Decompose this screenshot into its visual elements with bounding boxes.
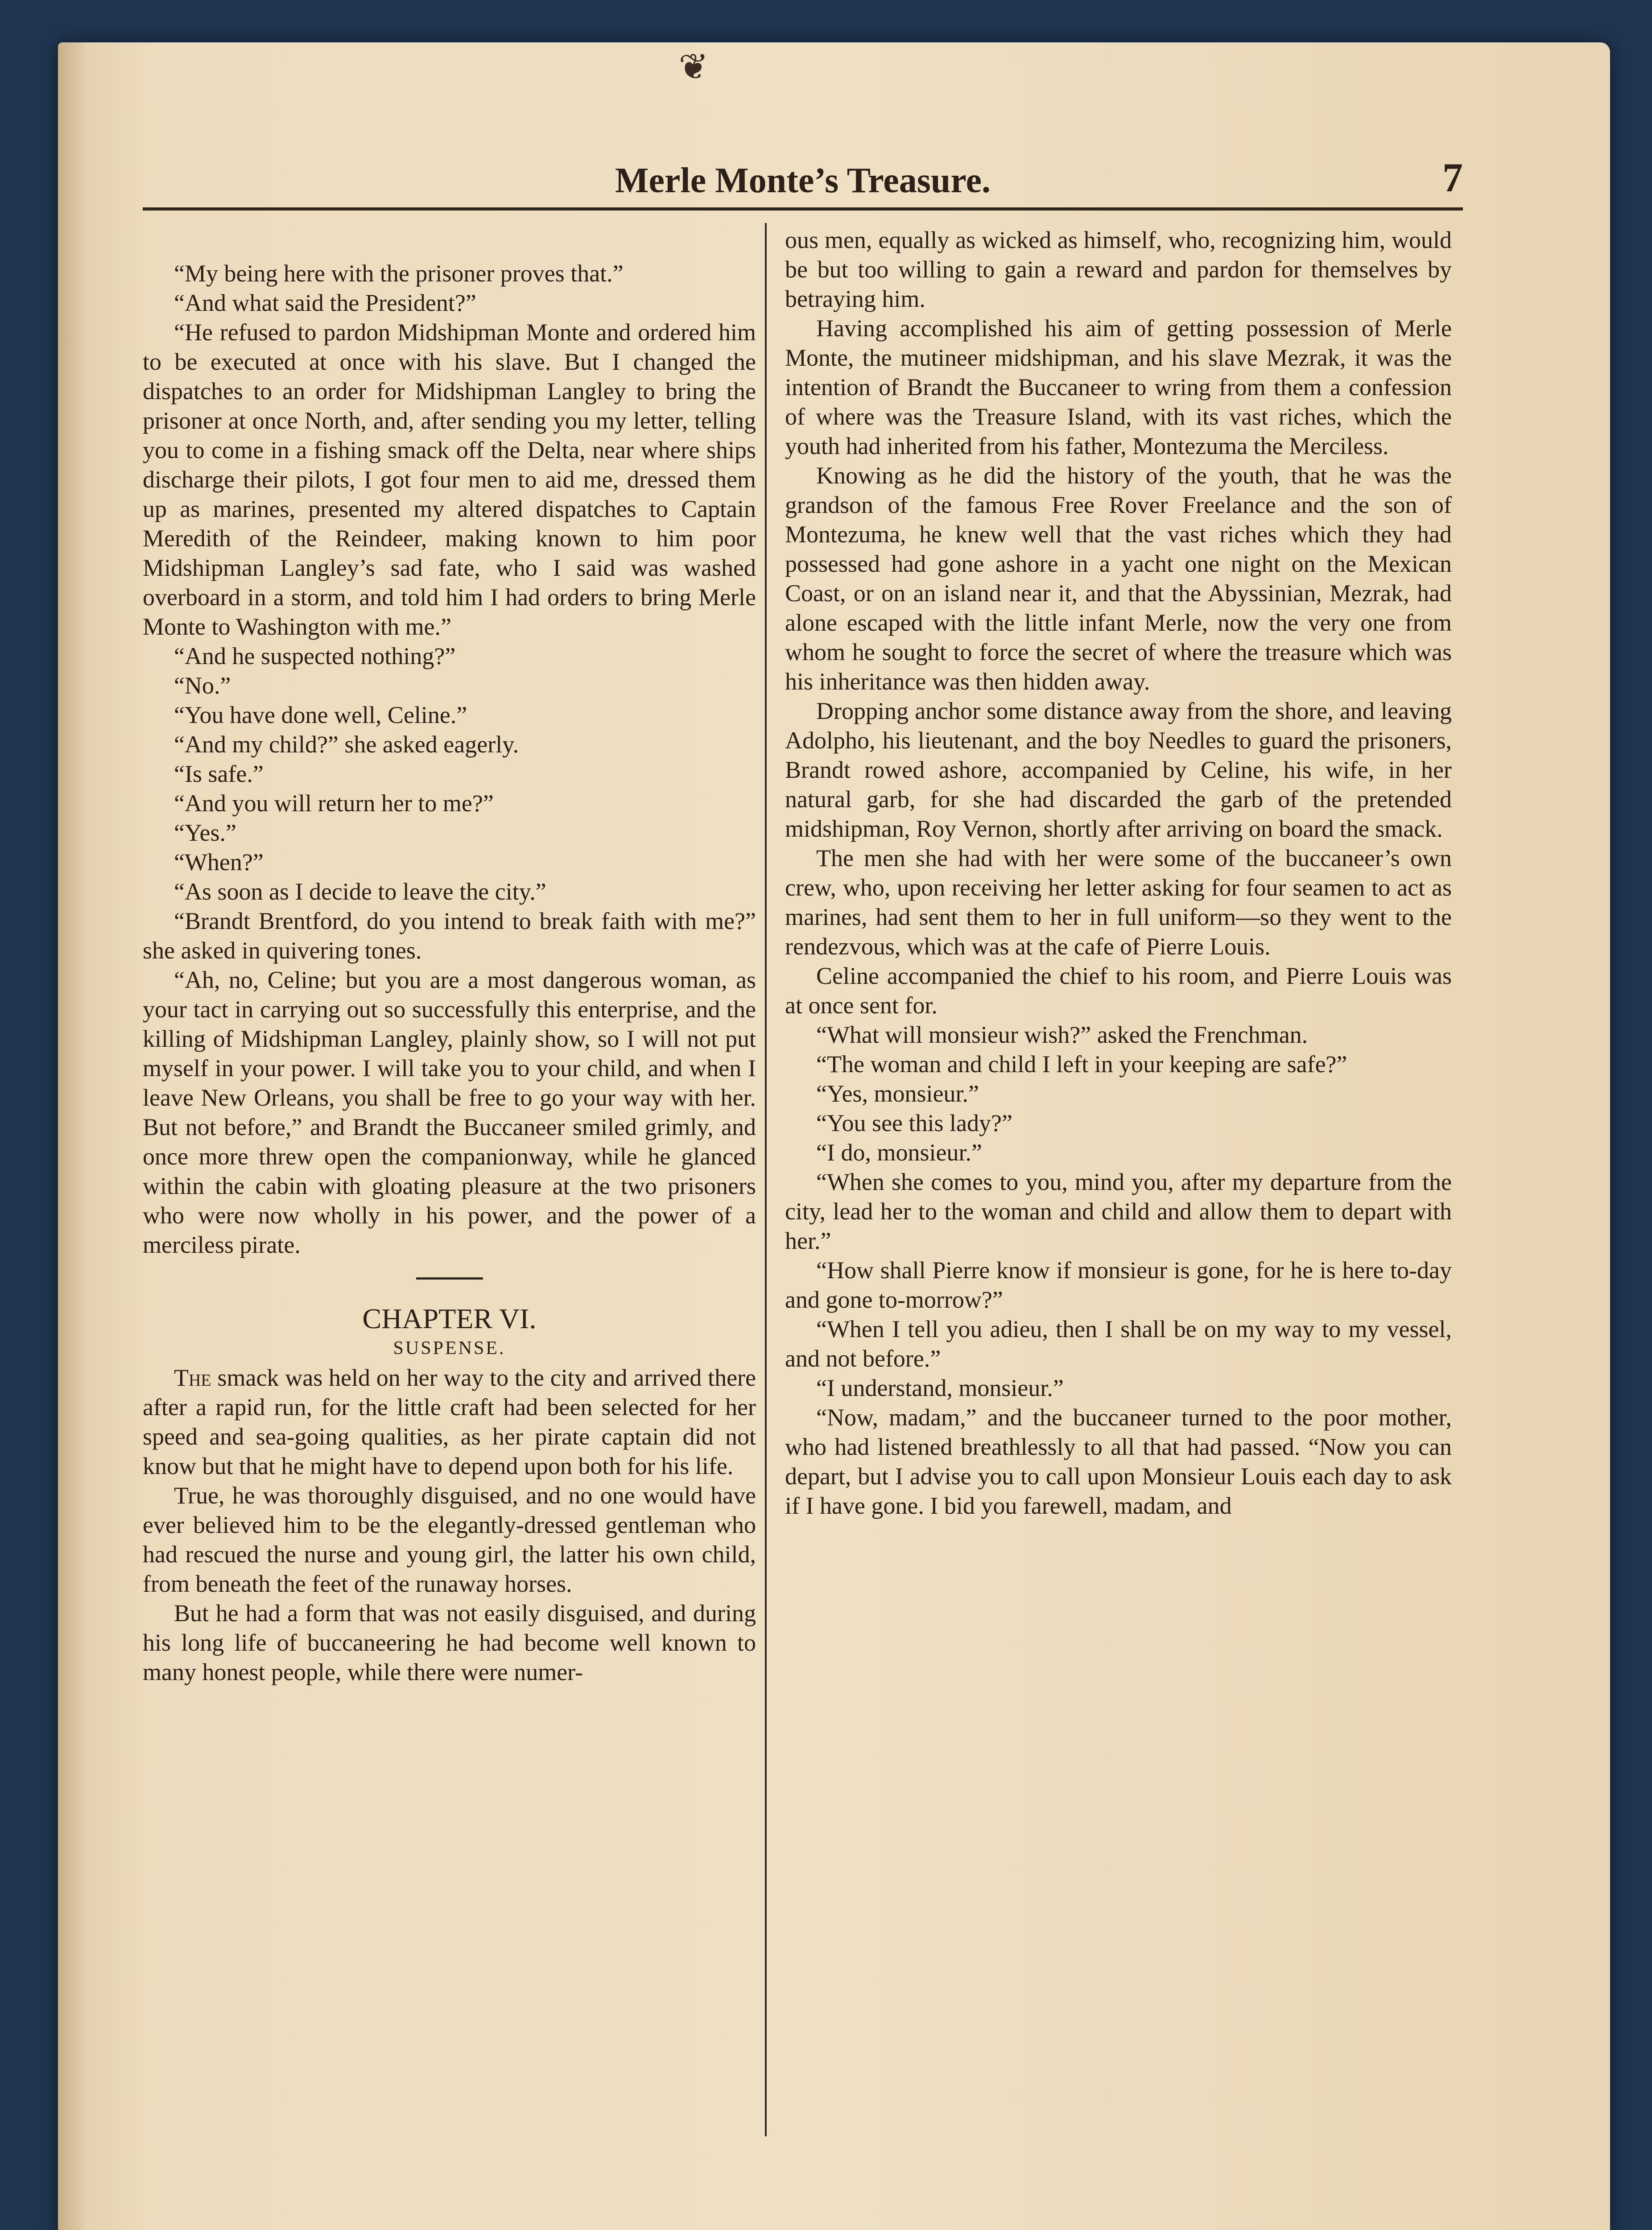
paragraph: “My being here with the prisoner proves that.” <box>174 260 624 287</box>
paragraph: “You have done well, Celine.” <box>174 702 467 728</box>
paragraph: “Brandt Brentford, do you intend to break faith with me?” she asked in quivering tones. <box>143 908 756 964</box>
paragraph: “Is safe.” <box>174 760 264 787</box>
paragraph: Dropping anchor some distance away from the shore, and leaving Adolpho, his lieutenant, and the boy Needles to guard the prisoners, Brandt rowed ashore, accompanied by Celine, his wife, in her natural garb, for she had discarded the garb of the pretended midshipman, Roy Vernon, shortly after arriving on board the smack. <box>785 698 1452 842</box>
paragraph: “No.” <box>174 672 231 699</box>
paragraph: “When I tell you adieu, then I shall be on my way to my vessel, and not before.” <box>785 1316 1452 1372</box>
paragraph: Having accomplished his aim of getting possession of Merle Monte, the mutineer midshipman, and his slave Mezrak, it was the intention of Brandt the Buccaneer to wring from them a confession of where was the Treasure Island, with its vast riches, which the youth had inherited from his father, Montezuma the Merciless. <box>785 315 1452 459</box>
paragraph: “Now, madam,” and the buccaneer turned to the poor mother, who had listened breathlessly to all that had passed. “Now you can depart, but I advise you to call upon Monsieur Louis each day to ask if I have gone. I bid you farewell, madam, and <box>785 1404 1452 1519</box>
left-paragraphs <box>143 259 756 1260</box>
paragraph: “And he suspected nothing?” <box>174 643 456 669</box>
paragraph: “I do, monsieur.” <box>816 1139 982 1166</box>
chapter-rule <box>416 1277 483 1280</box>
running-title: Merle Monte’s Treasure. <box>615 161 991 200</box>
paragraph: Celine accompanied the chief to his room, and Pierre Louis was at once sent for. <box>785 962 1452 1019</box>
paragraph: “The woman and child I left in your keeping are safe?” <box>816 1051 1347 1078</box>
chapter-title: CHAPTER VI. <box>362 1303 537 1334</box>
paragraph: “What will monsieur wish?” asked the Frenchman. <box>816 1021 1308 1048</box>
left-column <box>143 259 756 1687</box>
paragraph: “And you will return her to me?” <box>174 790 494 817</box>
left-paragraphs-after <box>143 1481 756 1687</box>
page-number: 7 <box>1442 155 1463 200</box>
paragraph: The men she had with her were some of the buccaneer’s own crew, who, upon receiving her letter asking for four seamen to act as marines, had sent them to her in full uniform—so they went to the rendezvous, which was at the cafe of Pierre Louis. <box>785 845 1452 960</box>
paragraph: “And my child?” she asked eagerly. <box>174 731 519 758</box>
column-divider <box>765 223 767 2136</box>
paragraph: “And what said the President?” <box>174 289 476 316</box>
continued-paragraph: ous men, equally as wicked as himself, who, recognizing him, would be but too willing to gain a reward and pardon for themselves by betraying him. <box>785 227 1452 312</box>
chapter-opening-paragraph <box>143 1363 756 1481</box>
paragraph: “Yes, monsieur.” <box>816 1080 979 1107</box>
paragraph: “As soon as I decide to leave the city.” <box>174 878 546 905</box>
paragraph: “When she comes to you, mind you, after my departure from the city, lead her to the woman and child and allow them to depart with her.” <box>785 1169 1452 1254</box>
paragraph: “Yes.” <box>174 819 237 846</box>
ornament-icon: ❦ <box>678 46 709 87</box>
opening-word: The <box>174 1364 211 1391</box>
opening-text: smack was held on her way to the city and arrived there after a rapid run, for the little craft had been selected for her speed and sea-going qualities, as her pirate captain did not know but that he might have to depend upon both for his life. <box>143 1364 756 1479</box>
chapter-subtitle: SUSPENSE. <box>393 1338 506 1359</box>
paragraph: “You see this lady?” <box>816 1110 1012 1136</box>
running-header <box>143 145 1463 211</box>
paragraph: “He refused to pardon Midshipman Monte and ordered him to be executed at once with his slave. But I changed the dispatches to an order for Midshipman Langley to bring the prisoner at once North, and, after sending you my letter, telling you to come in a fishing smack off the Delta, near where ships discharge their pilots, I got four men to aid me, dressed them up as marines, presented my altered dispatches to Captain Meredith of the Reindeer, making known to him poor Midshipman Langley’s sad fate, who I said was washed overboard in a storm, and told him I had orders to bring Merle Monte to Washington with me.” <box>143 319 756 640</box>
right-column <box>785 225 1452 1520</box>
right-paragraphs <box>785 314 1452 1520</box>
paragraph: True, he was thoroughly disguised, and no one would have ever believed him to be the elegantly-dressed gentleman who had rescued the nurse and young girl, the latter his own child, from beneath the feet of the runaway horses. <box>143 1482 756 1597</box>
paragraph: “Ah, no, Celine; but you are a most dangerous woman, as your tact in carrying out so successfully this enterprise, and the killing of Midshipman Langley, plainly show, so I will not put myself in your power. I will take you to your child, and when I leave New Orleans, you shall be free to go your way with her. But not before,” and Brandt the Buccaneer smiled grimly, and once more threw open the companionway, while he glanced within the cabin with gloating pleasure at the two prisoners who were now wholly in his power, and the power of a merciless pirate. <box>143 966 756 1258</box>
paragraph: “I understand, monsieur.” <box>816 1375 1064 1401</box>
paragraph: “How shall Pierre know if monsieur is gone, for he is here to-day and gone to-morrow?” <box>785 1257 1452 1313</box>
page-spine-shadow <box>58 42 89 2230</box>
paragraph: “When?” <box>174 849 264 875</box>
paragraph: But he had a form that was not easily disguised, and during his long life of buccaneering he had become well known to many honest people, while there were numer- <box>143 1600 756 1685</box>
paragraph: Knowing as he did the history of the youth, that he was the grandson of the famous Free Rover Freelance and the son of Montezuma, he knew well that the vast riches which they had possessed had gone ashore in a yacht one night on the Mexican Coast, or on an island near it, and that the Abyssinian, Mezrak, had alone escaped with the little infant Merle, now the very one from whom he sought to force the secret of where the treasure which was his inheritance was then hidden away. <box>785 462 1452 695</box>
